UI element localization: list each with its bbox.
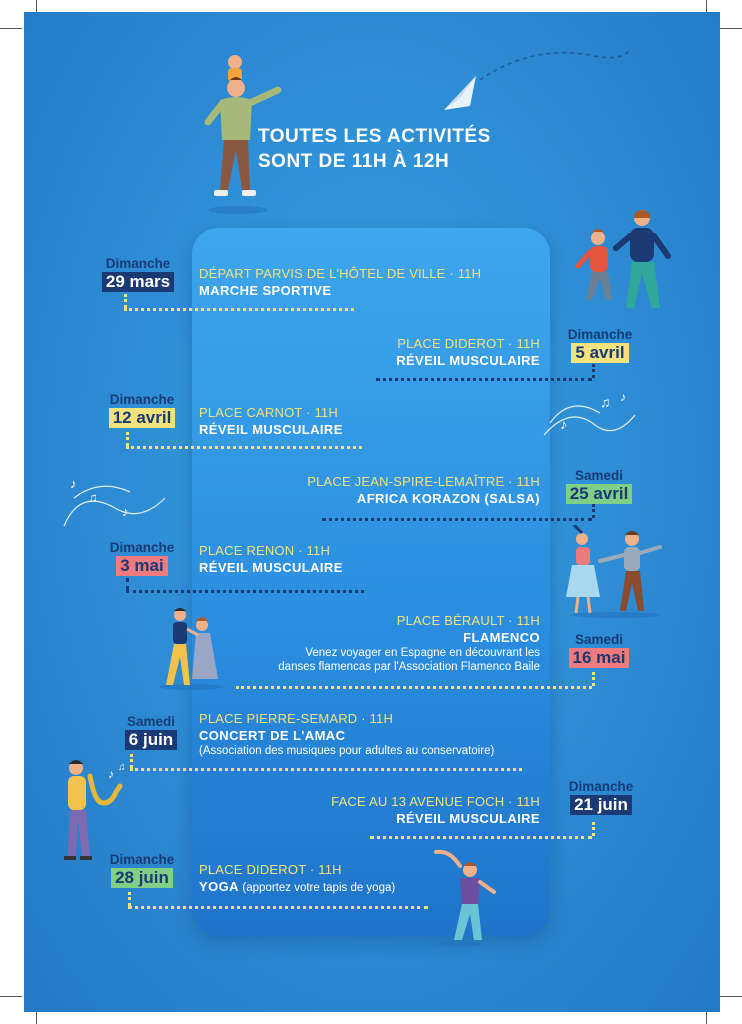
event-day-month: 29 mars xyxy=(102,272,174,292)
crop-mark xyxy=(0,996,22,997)
event-day-month: 6 juin xyxy=(125,730,177,750)
timeline-connector xyxy=(376,378,592,381)
event-date xyxy=(98,852,186,888)
event-day-month: 12 avril xyxy=(109,408,176,428)
event-date xyxy=(110,714,192,750)
timeline-connector xyxy=(126,432,129,446)
event-location: PLACE DIDEROT · 11H xyxy=(199,862,342,877)
music-notes-icon xyxy=(540,385,640,445)
timeline-connector xyxy=(130,754,133,768)
event-activity-label: YOGA xyxy=(199,879,239,894)
timeline-connector xyxy=(592,364,595,378)
crop-mark xyxy=(0,28,22,29)
event-weekday: Dimanche xyxy=(109,852,175,867)
event-info xyxy=(199,542,343,576)
event-weekday: Dimanche xyxy=(567,327,633,342)
timeline-connector xyxy=(592,672,595,686)
timeline-connector xyxy=(126,578,129,590)
headline-line: SONT DE 11H À 12H xyxy=(258,151,450,172)
paper-plane-icon xyxy=(440,40,640,115)
event-activity: CONCERT DE L'AMAC xyxy=(199,728,346,743)
event-activity: AFRICA KORAZON (SALSA) xyxy=(356,491,540,506)
event-day-month: 5 avril xyxy=(571,343,628,363)
music-notes-icon xyxy=(60,468,170,530)
timeline-connector xyxy=(236,686,592,689)
event-weekday: Dimanche xyxy=(109,540,175,555)
event-info xyxy=(199,861,395,897)
event-location: PLACE CARNOT · 11H xyxy=(199,405,338,420)
event-info xyxy=(307,473,540,507)
event-day-month: 3 mai xyxy=(116,556,167,576)
event-weekday: Samedi xyxy=(574,468,624,483)
event-day-month: 16 mai xyxy=(569,648,630,668)
event-info xyxy=(396,335,540,369)
event-activity: RÉVEIL MUSCULAIRE xyxy=(396,811,540,826)
event-weekday: Samedi xyxy=(574,632,624,647)
event-activity: RÉVEIL MUSCULAIRE xyxy=(396,353,540,368)
event-day-month: 28 juin xyxy=(111,868,173,888)
svg-text:♪: ♪ xyxy=(70,476,77,491)
event-weekday: Samedi xyxy=(126,714,176,729)
yoga-woman-icon xyxy=(430,848,520,948)
event-description: danses flamencas par l'Association Flamenco Baile xyxy=(278,661,540,673)
event-info xyxy=(199,710,494,758)
event-info xyxy=(199,404,343,438)
timeline-connector xyxy=(126,590,364,593)
event-date xyxy=(558,327,642,363)
svg-text:♪: ♪ xyxy=(620,390,626,404)
event-activity: RÉVEIL MUSCULAIRE xyxy=(199,560,343,575)
event-weekday: Dimanche xyxy=(568,779,634,794)
event-location: PLACE DIDEROT · 11H xyxy=(397,336,540,351)
event-date xyxy=(556,779,646,815)
timeline-connector xyxy=(128,906,428,909)
timeline-connector xyxy=(124,308,354,311)
timeline-connector xyxy=(130,768,522,771)
event-description: Venez voyager en Espagne en découvrant les xyxy=(305,647,540,659)
svg-text:♪: ♪ xyxy=(122,504,129,519)
crop-mark xyxy=(720,28,742,29)
timeline-connector xyxy=(128,892,131,906)
event-weekday: Dimanche xyxy=(109,392,175,407)
timeline-connector xyxy=(592,822,595,836)
svg-text:♫: ♫ xyxy=(88,490,98,505)
event-date xyxy=(556,632,642,668)
event-location: PLACE PIERRE-SEMARD · 11H xyxy=(199,711,394,726)
timeline-connector xyxy=(126,446,362,449)
event-date xyxy=(94,256,182,292)
event-day-month: 21 juin xyxy=(570,795,632,815)
event-location: FACE AU 13 AVENUE FOCH · 11H xyxy=(331,794,540,809)
event-description: (Association des musiques pour adultes au conservatoire) xyxy=(199,745,495,757)
event-location: PLACE BÉRAULT · 11H xyxy=(396,613,540,628)
event-activity: FLAMENCO xyxy=(463,630,540,645)
event-info xyxy=(331,793,540,827)
flamenco-couple-icon xyxy=(156,605,226,690)
event-note: (apportez votre tapis de yoga) xyxy=(242,882,396,894)
timeline-connector xyxy=(124,294,127,308)
timeline-connector xyxy=(370,836,592,839)
headline-line: TOUTES LES ACTIVITÉS xyxy=(258,126,491,147)
event-date xyxy=(98,392,186,428)
event-day-month: 25 avril xyxy=(566,484,633,504)
saxophonist-icon xyxy=(60,758,140,863)
svg-text:♪: ♪ xyxy=(108,767,114,781)
crop-mark xyxy=(720,996,742,997)
event-location: PLACE JEAN-SPIRE-LEMAÎTRE · 11H xyxy=(307,474,540,489)
event-activity xyxy=(199,878,395,897)
svg-text:♪: ♪ xyxy=(560,416,567,432)
timeline-connector xyxy=(322,518,592,521)
salsa-couple-icon xyxy=(560,525,670,620)
event-date xyxy=(556,468,642,504)
event-activity: RÉVEIL MUSCULAIRE xyxy=(199,422,343,437)
headline xyxy=(258,124,578,174)
event-info xyxy=(199,265,481,299)
event-date xyxy=(98,540,186,576)
event-location: DÉPART PARVIS DE L'HÔTEL DE VILLE · 11H xyxy=(199,266,482,281)
event-activity: MARCHE SPORTIVE xyxy=(199,283,332,298)
event-info xyxy=(278,612,540,674)
timeline-connector xyxy=(592,504,595,518)
joggers-icon xyxy=(570,208,680,326)
svg-text:♫: ♫ xyxy=(118,762,126,773)
svg-text:♫: ♫ xyxy=(600,394,611,410)
event-weekday: Dimanche xyxy=(105,256,171,271)
event-location: PLACE RENON · 11H xyxy=(199,543,331,558)
